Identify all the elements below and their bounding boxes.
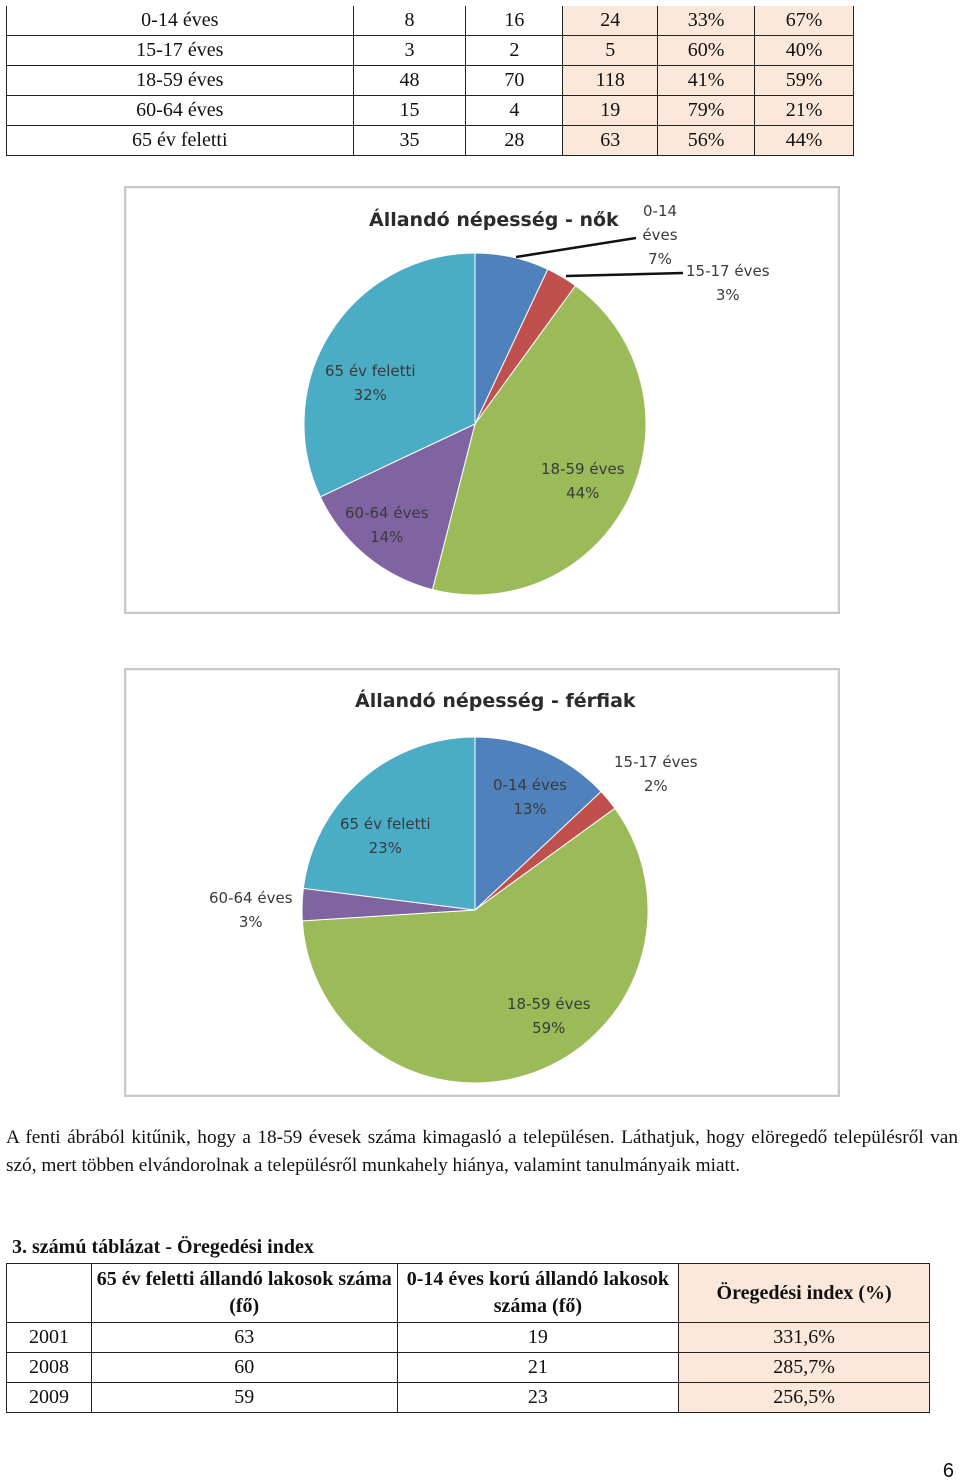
age-group-table	[6, 6, 854, 156]
slice-label: 18-59 éves 59%	[507, 995, 591, 1037]
table-row	[7, 36, 854, 66]
chart-title: Állandó népesség - férfiak	[355, 690, 636, 712]
cell-a: 3	[353, 36, 466, 66]
cell-year: 2009	[7, 1383, 92, 1413]
cell-over65: 60	[91, 1353, 397, 1383]
cell-year: 2008	[7, 1353, 92, 1383]
leader-line	[516, 238, 636, 257]
table-row	[7, 1323, 930, 1353]
cell-p2: 21%	[755, 96, 854, 126]
cell-p1: 56%	[658, 126, 755, 156]
pie-chart-men-svg	[126, 670, 838, 1095]
pie-chart-men	[124, 668, 840, 1097]
slice-label: 15-17 éves 2%	[614, 753, 698, 795]
table-row	[7, 1353, 930, 1383]
cell-under14: 19	[397, 1323, 679, 1353]
cell-over65: 63	[91, 1323, 397, 1353]
cell-p2: 67%	[755, 6, 854, 36]
cell-a: 15	[353, 96, 466, 126]
body-paragraph: A fenti ábrából kitűnik, hogy a 18-59 évesek száma kimagasló a településen. Láthatjuk, hogy elöregedő településről van szó, mert többen elvándorolnak a településről munkahely hiánya, valamint tanulmányaik miatt.	[6, 1127, 958, 1176]
cell-a: 48	[353, 66, 466, 96]
table-row	[7, 96, 854, 126]
cell-a: 8	[353, 6, 466, 36]
pie-chart-women-svg	[126, 188, 838, 612]
cell-p2: 59%	[755, 66, 854, 96]
slice-label: 65 év feletti 23%	[340, 815, 431, 857]
header-aging-index: Öregedési index (%)	[679, 1264, 930, 1323]
table-row	[7, 1383, 930, 1413]
cell-label: 60-64 éves	[7, 96, 354, 126]
table-row	[7, 66, 854, 96]
cell-p2: 40%	[755, 36, 854, 66]
header-over65: 65 év feletti állandó lakosok száma (fő)	[91, 1264, 397, 1323]
cell-over65: 59	[91, 1383, 397, 1413]
leader-line	[566, 273, 683, 276]
cell-total: 24	[563, 6, 658, 36]
cell-b: 4	[466, 96, 563, 126]
header-under14: 0-14 éves korú állandó lakosok száma (fő)	[397, 1264, 679, 1323]
cell-p2: 44%	[755, 126, 854, 156]
cell-year: 2001	[7, 1323, 92, 1353]
header-year	[7, 1264, 92, 1323]
cell-b: 28	[466, 126, 563, 156]
page-number: 6	[942, 1460, 954, 1482]
slice-label: 0-14 éves 13%	[493, 776, 567, 818]
cell-label: 65 év feletti	[7, 126, 354, 156]
slice-label: 0-14 éves 7%	[642, 202, 678, 268]
table-row	[7, 6, 854, 36]
slice-label: 60-64 éves 14%	[345, 504, 429, 546]
cell-under14: 21	[397, 1353, 679, 1383]
cell-p1: 60%	[658, 36, 755, 66]
cell-under14: 23	[397, 1383, 679, 1413]
slice-label: 15-17 éves 3%	[686, 262, 770, 304]
slice-label: 18-59 éves 44%	[541, 460, 625, 502]
cell-p1: 79%	[658, 96, 755, 126]
table-header-row	[7, 1264, 930, 1323]
cell-total: 5	[563, 36, 658, 66]
slice-label: 60-64 éves 3%	[209, 889, 293, 931]
cell-index: 331,6%	[679, 1323, 930, 1353]
cell-label: 18-59 éves	[7, 66, 354, 96]
table-caption: 3. számú táblázat - Öregedési index	[12, 1236, 314, 1258]
slice-label: 65 év feletti 32%	[325, 362, 416, 404]
cell-label: 15-17 éves	[7, 36, 354, 66]
cell-p1: 33%	[658, 6, 755, 36]
cell-b: 2	[466, 36, 563, 66]
cell-b: 16	[466, 6, 563, 36]
table-row	[7, 126, 854, 156]
cell-a: 35	[353, 126, 466, 156]
cell-total: 19	[563, 96, 658, 126]
cell-total: 63	[563, 126, 658, 156]
aging-index-table	[6, 1263, 930, 1413]
cell-b: 70	[466, 66, 563, 96]
cell-label: 0-14 éves	[7, 6, 354, 36]
cell-total: 118	[563, 66, 658, 96]
cell-p1: 41%	[658, 66, 755, 96]
pie-chart-women	[124, 186, 840, 614]
chart-title: Állandó népesség - nők	[369, 209, 619, 231]
cell-index: 285,7%	[679, 1353, 930, 1383]
cell-index: 256,5%	[679, 1383, 930, 1413]
